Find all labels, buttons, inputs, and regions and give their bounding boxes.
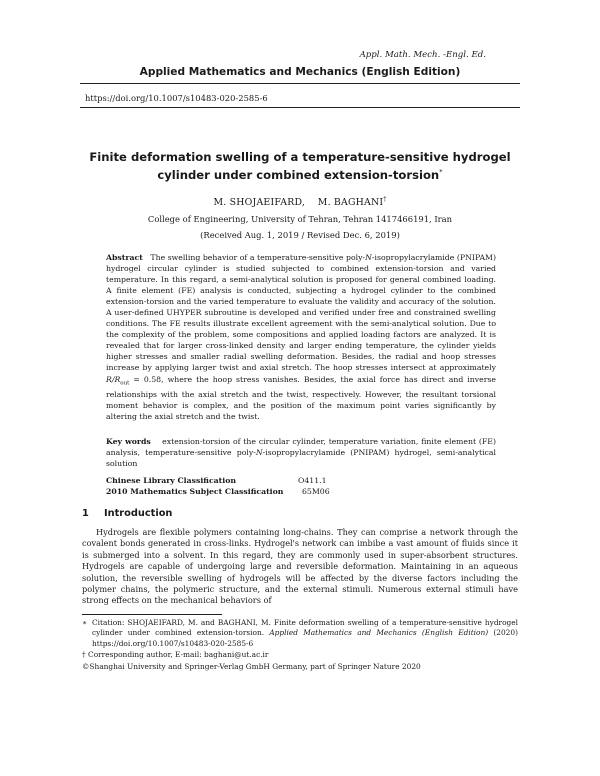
introduction-paragraph: Hydrogels are flexible polymers containing long-chains. They can comprise a network through the covalent bonds generated in cross-links. Hydrogel's network can imbibe a vast amount of fluids since it is submerged into a solvent. In this regard, they are commonly used in super-absorbent structures. Hydrogels are capable of undergoing large and reversible deformation. Maintaining in an aqueous solution, the reversible swelling of hydrogels will be affected by the diverse factors including the polymer chains, the polymeric structure, and the external stimuli. Numerous external stimuli have strong effects on the mechanical behaviors of bbox=[82, 527, 518, 606]
abstract-label: Abstract bbox=[106, 253, 143, 262]
section-number: 1 bbox=[82, 508, 89, 519]
chinese-library-classification bbox=[106, 475, 327, 486]
abstract-italic-n: N bbox=[365, 253, 372, 262]
abstract-math-sub: out bbox=[120, 380, 130, 387]
abstract-math-value: = 0.58 bbox=[129, 374, 162, 384]
section-heading bbox=[82, 508, 172, 519]
abstract-text-3: , where the hoop stress vanishes. Besides, the axial force has direct and inverse relationships with the axial stretch and the twist, respectively. However, the resultant torsional moment behavior is complex, and the position of the maximum point varies significantly by altering the axial stretch and the twist. bbox=[106, 374, 496, 422]
authors bbox=[0, 196, 600, 208]
abstract bbox=[106, 252, 496, 422]
section-title: Introduction bbox=[104, 508, 173, 519]
received-dates: (Received Aug. 1, 2019 / Revised Dec. 6, 2019) bbox=[200, 230, 400, 240]
author-names: M. SHOJAEIFARD, M. BAGHANI bbox=[213, 197, 384, 209]
title-footnote-mark: * bbox=[439, 168, 443, 176]
header-rule bbox=[80, 83, 520, 84]
doi-rule bbox=[80, 107, 520, 108]
abstract-text-2: -isopropylacrylamide (PNIPAM) hydrogel circular cylinder is studied subjected to combined extension-torsion and varied temperature. In this regard, a semi-analytical solution is proposed for general combined loading. A finite element (FE) analysis is conducted, subjecting a hydrogel cylinder to the combined extension-torsion and the varied temperature to evaluate the validity and accuracy of the solution. A user-defined UHYPER subroutine is developed and verified under free and constrained swelling conditions. The FE results illustrate excellent agreement with the semi-analytical solution. Due to the complexity of the problem, some compositions and applied loading factors are analyzed. It is revealed that for larger cross-linked density and larger ending temperature, the cylinder yields higher stresses and smaller radial swelling deformation. Besides, the radial and hoop stresses increase by applying larger twist and axial stretch. The hoop stresses intersect at approximately bbox=[106, 253, 497, 373]
footnote-rule bbox=[82, 614, 222, 615]
citation-mark: ∗ bbox=[82, 618, 88, 627]
clc-value: O411.1 bbox=[298, 476, 327, 485]
msc-label: 2010 Mathematics Subject Classification bbox=[106, 487, 284, 496]
affiliation: College of Engineering, University of Tehran, Tehran 1417466191, Iran bbox=[147, 214, 453, 224]
abstract-math: R/R bbox=[106, 374, 121, 384]
footnote-copyright: ©Shanghai University and Springer-Verlag GmbH Germany, part of Springer Nature 2020 bbox=[82, 662, 421, 671]
journal-abbreviation: Appl. Math. Mech. -Engl. Ed. bbox=[359, 50, 486, 60]
citation-journal: Applied Mathematics and Mechanics (English Edition) bbox=[269, 628, 489, 638]
abstract-text-1: The swelling behavior of a temperature-sensitive poly- bbox=[150, 253, 366, 262]
msc-value: 65M06 bbox=[302, 487, 330, 496]
footnote-citation bbox=[82, 618, 518, 649]
journal-title: Applied Mathematics and Mechanics (English Edition) bbox=[139, 66, 461, 78]
keywords-text-1: extension-torsion of the circular cylinder, temperature variation, finite element (FE) analysis, temperature-sensitive poly- bbox=[106, 437, 496, 458]
keywords-text-2: -isopropylacrylamide (PNIPAM) hydrogel, semi-analytical solution bbox=[106, 448, 496, 469]
citation-text: Citation: SHOJAEIFARD, M. and BAGHANI, M. Finite deformation swelling of a temperature-sensitive hydrogel cylinder under combined extension-torsion. bbox=[92, 618, 518, 638]
clc-label: Chinese Library Classification bbox=[106, 476, 237, 485]
keywords-italic-n: N bbox=[255, 448, 263, 458]
footnote-corresponding: † Corresponding author, E-mail: baghani@ut.ac.ir bbox=[82, 650, 269, 659]
msc-classification bbox=[106, 486, 330, 497]
title-line-2: cylinder under combined extension-torsion bbox=[157, 167, 440, 182]
corresponding-mark: † bbox=[383, 196, 387, 203]
title-line-1: Finite deformation swelling of a temperature-sensitive hydrogel bbox=[89, 150, 511, 164]
keywords bbox=[106, 436, 496, 469]
doi-link[interactable]: https://doi.org/10.1007/s10483-020-2585-6 bbox=[85, 93, 268, 103]
citation-tail: (2020) https://doi.org/10.1007/s10483-020-2585-6 bbox=[92, 628, 518, 648]
keywords-label: Key words bbox=[106, 437, 151, 446]
article-title bbox=[0, 150, 600, 183]
